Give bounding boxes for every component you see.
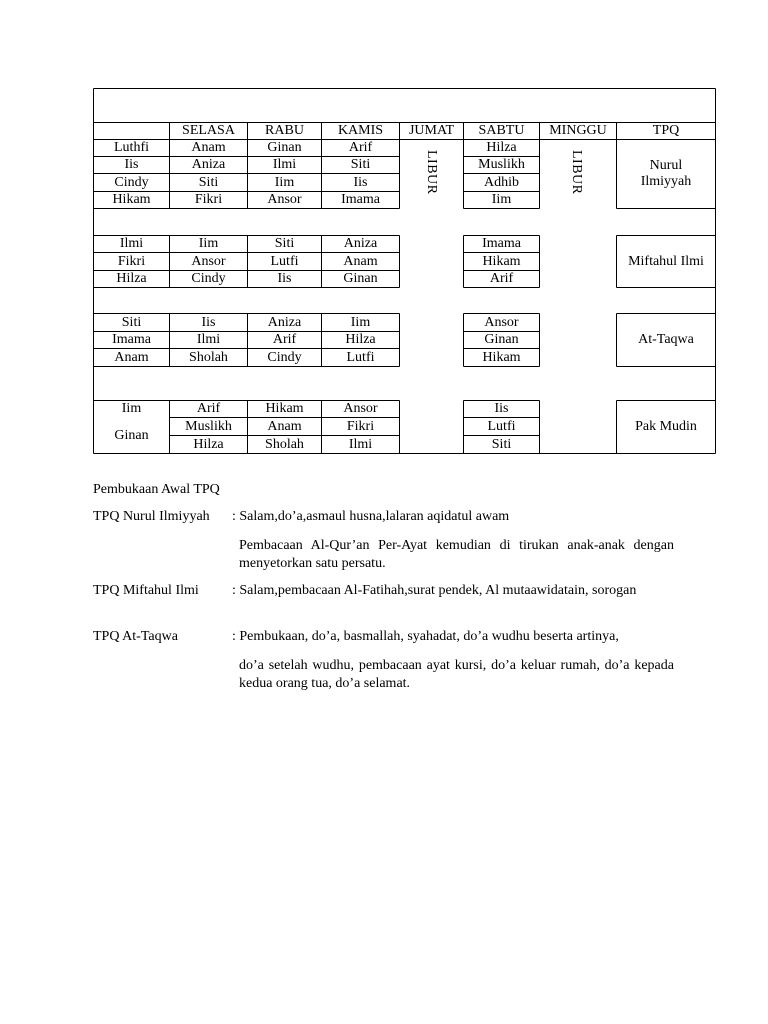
cell-kamis: Imama: [341, 191, 380, 207]
note-label-nurul-ilmiyyah: TPQ Nurul Ilmiyyah: [93, 509, 210, 524]
cell-first: Hilza: [116, 270, 147, 286]
cell-rabu: Ansor: [267, 191, 302, 207]
cell-sabtu: Imama: [482, 235, 521, 251]
cell-kamis: Ilmi: [348, 436, 373, 452]
cell-rabu: Ginan: [267, 139, 302, 155]
cell-sabtu: Lutfi: [487, 418, 516, 434]
cell-selasa: Siti: [198, 174, 219, 190]
tpq-name-nurul-ilmiyyah: Nurul Ilmiyyah: [640, 158, 692, 189]
jumat-holiday-label: LIBUR: [424, 150, 439, 195]
cell-first: Siti: [121, 314, 142, 330]
cell-selasa: Aniza: [191, 156, 226, 172]
cell-selasa: Ansor: [191, 253, 226, 269]
cell-kamis: Fikri: [346, 418, 375, 434]
cell-rabu: Arif: [272, 331, 297, 347]
cell-selasa: Arif: [196, 400, 221, 416]
notes-heading: Pembukaan Awal TPQ: [93, 482, 220, 497]
tpq-name-miftahul-ilmi: Miftahul Ilmi: [628, 253, 704, 269]
cell-kamis: Siti: [350, 156, 371, 172]
cell-kamis: Hilza: [345, 331, 376, 347]
cell-selasa: Cindy: [191, 270, 226, 286]
note-line-at-taqwa: : Pembukaan, do’a, basmallah, syahadat, do’a wudhu beserta artinya,: [232, 629, 619, 644]
cell-first: Fikri: [117, 253, 146, 269]
note-line-nurul-ilmiyyah: : Salam,do’a,asmaul husna,lalaran aqidatul awam: [232, 509, 510, 524]
cell-rabu: Lutfi: [270, 253, 299, 269]
cell-kamis: Arif: [348, 139, 373, 155]
header-kamis: KAMIS: [337, 122, 384, 138]
note-label-miftahul-ilmi: TPQ Miftahul Ilmi: [93, 583, 199, 598]
cell-sabtu: Iis: [494, 400, 509, 416]
cell-sabtu: Adhib: [484, 174, 519, 190]
cell-first: Ginan: [114, 427, 149, 443]
note-label-at-taqwa: TPQ At-Taqwa: [93, 629, 178, 644]
note-continuation-at-taqwa: do’a setelah wudhu, pembacaan ayat kursi, do’a keluar rumah, do’a kepada kedua orang tua, do’a selamat.: [239, 658, 674, 691]
cell-kamis: Iis: [353, 174, 368, 190]
cell-selasa: Iis: [201, 314, 216, 330]
cell-first: Iim: [121, 400, 142, 416]
note-continuation-nurul-ilmiyyah: Pembacaan Al-Qur’an Per-Ayat kemudian di tirukan anak-anak dengan menyetorkan satu persatu.: [239, 538, 674, 571]
cell-sabtu: Ansor: [484, 314, 519, 330]
header-sabtu: SABTU: [478, 122, 525, 138]
cell-rabu: Hikam: [265, 400, 304, 416]
cell-first: Anam: [114, 349, 149, 365]
cell-rabu: Sholah: [265, 436, 304, 452]
cell-kamis: Ginan: [343, 270, 378, 286]
cell-rabu: Iis: [277, 270, 292, 286]
header-jumat: JUMAT: [408, 122, 455, 138]
cell-selasa: Hilza: [193, 436, 224, 452]
cell-kamis: Ansor: [343, 400, 378, 416]
cell-kamis: Iim: [350, 314, 371, 330]
cell-sabtu: Hilza: [486, 139, 517, 155]
note-line-miftahul-ilmi: : Salam,pembacaan Al-Fatihah,surat pendek, Al mutaawidatain, sorogan: [232, 583, 637, 598]
cell-sabtu: Ginan: [484, 331, 519, 347]
cell-first: Ilmi: [119, 235, 144, 251]
tpq-name-at-taqwa: At-Taqwa: [638, 332, 694, 347]
cell-sabtu: Hikam: [482, 349, 521, 365]
cell-rabu: Iim: [274, 174, 295, 190]
cell-first: Imama: [112, 331, 151, 347]
tpq-name-pak-mudin: Pak Mudin: [635, 419, 697, 434]
cell-selasa: Sholah: [189, 349, 228, 365]
cell-rabu: Siti: [274, 235, 295, 251]
cell-rabu: Anam: [267, 418, 302, 434]
header-minggu: MINGGU: [549, 122, 607, 138]
cell-sabtu: Hikam: [482, 253, 521, 269]
cell-selasa: Anam: [191, 139, 226, 155]
cell-sabtu: Muslikh: [478, 156, 525, 172]
cell-rabu: Aniza: [267, 314, 302, 330]
cell-first: Cindy: [114, 174, 149, 190]
minggu-holiday-label: LIBUR: [569, 150, 584, 195]
cell-kamis: Aniza: [343, 235, 378, 251]
cell-kamis: Lutfi: [346, 349, 375, 365]
header-selasa: SELASA: [182, 122, 235, 138]
cell-first: Hikam: [112, 191, 151, 207]
cell-selasa: Ilmi: [196, 331, 221, 347]
cell-sabtu: Iim: [491, 191, 512, 207]
cell-sabtu: Siti: [491, 436, 512, 452]
cell-sabtu: Arif: [489, 270, 514, 286]
header-tpq: TPQ: [652, 122, 680, 138]
cell-rabu: Cindy: [267, 349, 302, 365]
cell-selasa: Fikri: [194, 191, 223, 207]
cell-first: Luthfi: [114, 139, 149, 155]
cell-selasa: Iim: [198, 235, 219, 251]
cell-rabu: Ilmi: [272, 156, 297, 172]
cell-kamis: Anam: [343, 253, 378, 269]
cell-first: Iis: [124, 156, 139, 172]
header-rabu: RABU: [265, 122, 304, 138]
cell-selasa: Muslikh: [185, 418, 232, 434]
